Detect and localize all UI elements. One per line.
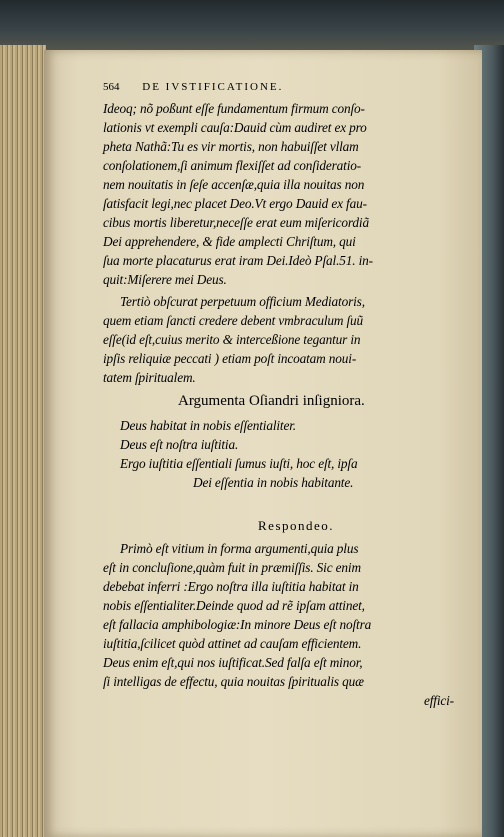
running-title: DE IVSTIFICATIONE. (142, 81, 284, 93)
text-line: quit:Miſerere mei Deus. (103, 272, 227, 287)
text-line: eſſe(id eſt,cuius merito & interceßione tegantur in (103, 332, 361, 347)
text-line: tatem ſpiritualem. (103, 370, 196, 385)
text-line: iuſtitia,ſcilicet quòd attinet ad cauſam efficientem. (103, 636, 362, 651)
text-line: ſatisfacit legi,nec placet Deo.Vt ergo Dauid ex fau- (103, 196, 367, 211)
catchword: effici- (424, 693, 454, 708)
text-line: ſua morte placaturus erat iram Dei.Ideò Pſal.51. in- (103, 253, 373, 268)
text-line: quem etiam ſancti credere debent vmbraculum ſuũ (103, 313, 364, 328)
respondeo-heading: Respondeo. (258, 518, 335, 533)
argument-line: Deus eſt noſtra iuſtitia. (120, 437, 239, 452)
text-line: Primò eſt vitium in forma argumenti,quia plus (120, 541, 359, 556)
text-line: nem nouitatis in ſeſe accenſæ,quia illa nouitas non (103, 177, 365, 192)
text-line: ipſis reliquiæ peccati ) etiam poſt incoatam noui- (103, 351, 357, 366)
text-line: Ideoq; nõ poßunt eſſe fundamentum firmum conſo- (103, 101, 365, 116)
text-line: eſt in concluſione,quàm fuit in præmiſſis. Sic enim (103, 560, 361, 575)
section-heading: Argumenta Oſiandri inſigniora. (178, 393, 365, 409)
text-line: conſolationem,ſi animum flexiſſet ad conſideratio- (103, 158, 362, 173)
argument-line: Ergo iuſtitia eſſentiali ſumus iuſti, hoc eſt, ipſa (120, 456, 358, 471)
text-line: Dei apprehendere, & fide amplecti Chriſtum, qui (103, 234, 356, 249)
argument-line: Dei eſſentia in nobis habitante. (193, 475, 354, 490)
text-line: nobis eſſentialiter.Deinde quod ad rẽ ipſam attinet, (103, 598, 365, 613)
text-line: Tertiò obſcurat perpetuum officium Mediatoris, (120, 294, 365, 309)
book-page-edges (0, 45, 46, 837)
book-top-edge (0, 0, 504, 55)
text-line: ſi intelligas de effectu, quia nouitas ſpiritualis quæ (103, 674, 364, 689)
running-header (103, 81, 475, 93)
text-line: pheta Nathã:Tu es vir mortis, non habuiſſet vllam (103, 139, 359, 154)
text-line: lationis vt exempli cauſa:Dauid cùm audiret ex pro (103, 120, 367, 135)
text-line: eſt fallacia amphibologiæ:In minore Deus eſt noſtra (103, 617, 372, 632)
text-line: debebat inferri :Ergo noſtra illa iuſtitia habitat in (103, 579, 359, 594)
text-line: cibus mortis liberetur,neceſſe erat eum miſericordiã (103, 215, 369, 230)
text-line: Deus enim eſt,qui nos iuſtificat.Sed falſa eſt minor, (103, 655, 363, 670)
page-number: 564 (103, 81, 120, 93)
argument-line: Deus habitat in nobis eſſentialiter. (120, 418, 296, 433)
